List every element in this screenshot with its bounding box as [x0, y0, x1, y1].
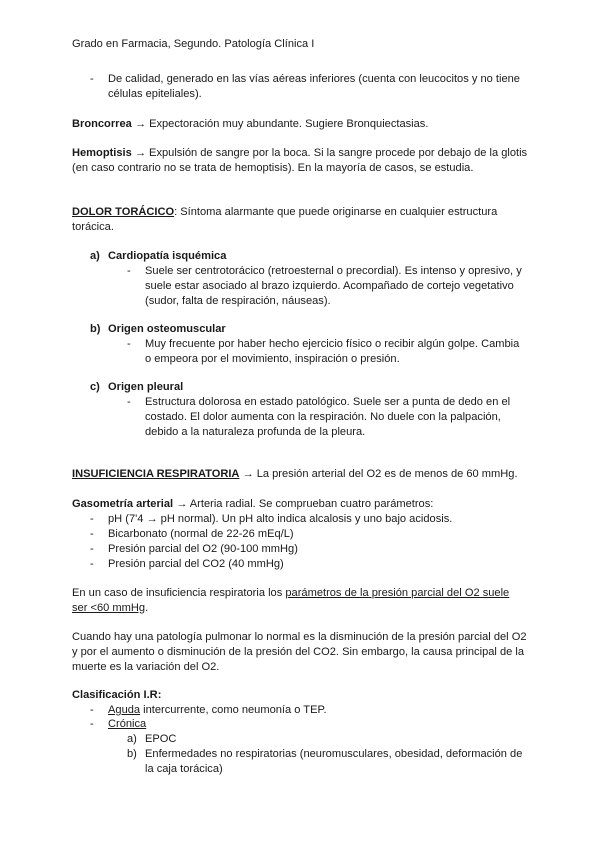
- hemoptisis-text: → Expulsión de sangre por la boca. Si la sangre procede por debajo de la glotis: [131, 147, 528, 159]
- gasometria-paragraph: [72, 497, 433, 512]
- patologia-line-3: muerte es la variación del O2.: [72, 661, 220, 673]
- parametros-paragraph: [72, 586, 509, 601]
- bullet-dash: -: [90, 513, 94, 525]
- osteomuscular-title: Origen osteomuscular: [108, 323, 226, 335]
- parametros-period: .: [145, 602, 149, 614]
- aguda-text: intercurrente, como neumonía o TEP.: [140, 704, 327, 716]
- dolor-toracico-heading: [72, 205, 497, 220]
- gasometria-item-bicarbonato: Bicarbonato (normal de 22-26 mEq/L): [108, 528, 294, 540]
- cardiopatia-line-3: (sudor, falta de respiración, náuseas).: [145, 295, 331, 307]
- cardiopatia-line-2: suele estar asociado al brazo izquierdo. Acompañado de cortejo vegetativo: [145, 280, 514, 292]
- dolor-toracico-title: DOLOR TORÁCICO: [72, 206, 175, 218]
- dolor-toracico-line-2: torácica.: [72, 221, 114, 233]
- parametros-line-2: [72, 601, 148, 616]
- parametros-underlined: parámetros de la presión parcial del O2 suele: [285, 587, 510, 599]
- gasometria-item-pco2: Presión parcial del CO2 (40 mmHg): [108, 558, 284, 570]
- dolor-toracico-text: : Síntoma alarmante que puede originarse en cualquier estructura: [174, 206, 498, 218]
- item-a-marker: a): [90, 250, 100, 262]
- insuficiencia-title: INSUFICIENCIA RESPIRATORIA: [72, 468, 240, 480]
- parametros-threshold: ser <60 mmHg: [72, 602, 146, 614]
- pleural-line-2: costado. El dolor aumenta con la respiración. No duele con la palpación,: [145, 411, 501, 423]
- bullet-dash: -: [90, 558, 94, 570]
- broncorrea-term: Broncorrea: [72, 118, 132, 130]
- bullet-dash: -: [90, 543, 94, 555]
- gasometria-term: Gasometría arterial: [72, 498, 174, 510]
- hemoptisis-paragraph: [72, 146, 527, 161]
- insuficiencia-heading: [72, 467, 518, 482]
- parametros-text: En un caso de insuficiencia respiratoria los: [72, 587, 286, 599]
- patologia-line-1: Cuando hay una patología pulmonar lo normal es la disminución de la presión parcial del O2: [72, 631, 527, 643]
- pleural-title: Origen pleural: [108, 381, 184, 393]
- pleural-line-3: debido a la naturaleza profunda de la pleura.: [145, 426, 366, 438]
- esputo-line-1: De calidad, generado en las vías aéreas inferiores (cuenta con leucocitos y no tiene: [108, 73, 520, 85]
- broncorrea-text: → Expectoración muy abundante. Sugiere Bronquiectasias.: [131, 118, 429, 130]
- sub-a-marker: a): [127, 733, 137, 745]
- esputo-line-2: células epiteliales).: [108, 88, 202, 100]
- aguda-label: Aguda: [108, 704, 141, 716]
- bullet-dash: -: [127, 396, 131, 408]
- insuficiencia-text: → La presión arterial del O2 es de menos de 60 mmHg.: [239, 468, 518, 480]
- bullet-dash: -: [90, 73, 94, 85]
- broncorrea-paragraph: [72, 117, 428, 132]
- gasometria-item-po2: Presión parcial del O2 (90-100 mmHg): [108, 543, 298, 555]
- pleural-line-1: Estructura dolorosa en estado patológico. Suele ser a punta de dedo en el: [145, 396, 511, 408]
- sub-b-marker: b): [127, 748, 137, 760]
- page-header: Grado en Farmacia, Segundo. Patología Clínica I: [72, 38, 315, 50]
- bullet-dash: -: [90, 704, 94, 716]
- osteomuscular-line-1: Muy frecuente por haber hecho ejercicio físico o recibir algún golpe. Cambia: [145, 338, 520, 350]
- cardiopatia-title: Cardiopatía isquémica: [108, 250, 227, 262]
- clasificacion-title: Clasificación I.R:: [72, 689, 162, 701]
- cronica-no-respiratorias-line-2: la caja torácica): [145, 763, 223, 775]
- hemoptisis-line-2: (en caso contrario no se trata de hemoptisis). En la mayoría de casos, se estudia.: [72, 162, 474, 174]
- bullet-dash: -: [90, 528, 94, 540]
- cronica-epoc: EPOC: [145, 733, 177, 745]
- item-b-marker: b): [90, 323, 101, 335]
- cardiopatia-line-1: Suele ser centrotorácico (retroesternal o precordial). Es intenso y opresivo, y: [145, 265, 522, 277]
- bullet-dash: -: [127, 338, 131, 350]
- gasometria-text: → Arteria radial. Se comprueban cuatro parámetros:: [173, 498, 434, 510]
- osteomuscular-line-2: o empeora por el movimiento, inspiración o presión.: [145, 353, 400, 365]
- bullet-dash: -: [90, 718, 94, 730]
- patologia-line-2: y por el aumento o disminución de la presión del CO2. Sin embargo, la causa principal de la: [72, 646, 525, 658]
- cronica-label: Crónica: [108, 718, 147, 730]
- hemoptisis-term: Hemoptisis: [72, 147, 132, 159]
- clasificacion-aguda: [108, 703, 327, 718]
- gasometria-item-ph: pH (7'4 → pH normal). Un pH alto indica alcalosis y uno bajo acidosis.: [108, 513, 453, 525]
- item-c-marker: c): [90, 381, 100, 393]
- cronica-no-respiratorias-line-1: Enfermedades no respiratorias (neuromusculares, obesidad, deformación de: [145, 748, 523, 760]
- bullet-dash: -: [127, 265, 131, 277]
